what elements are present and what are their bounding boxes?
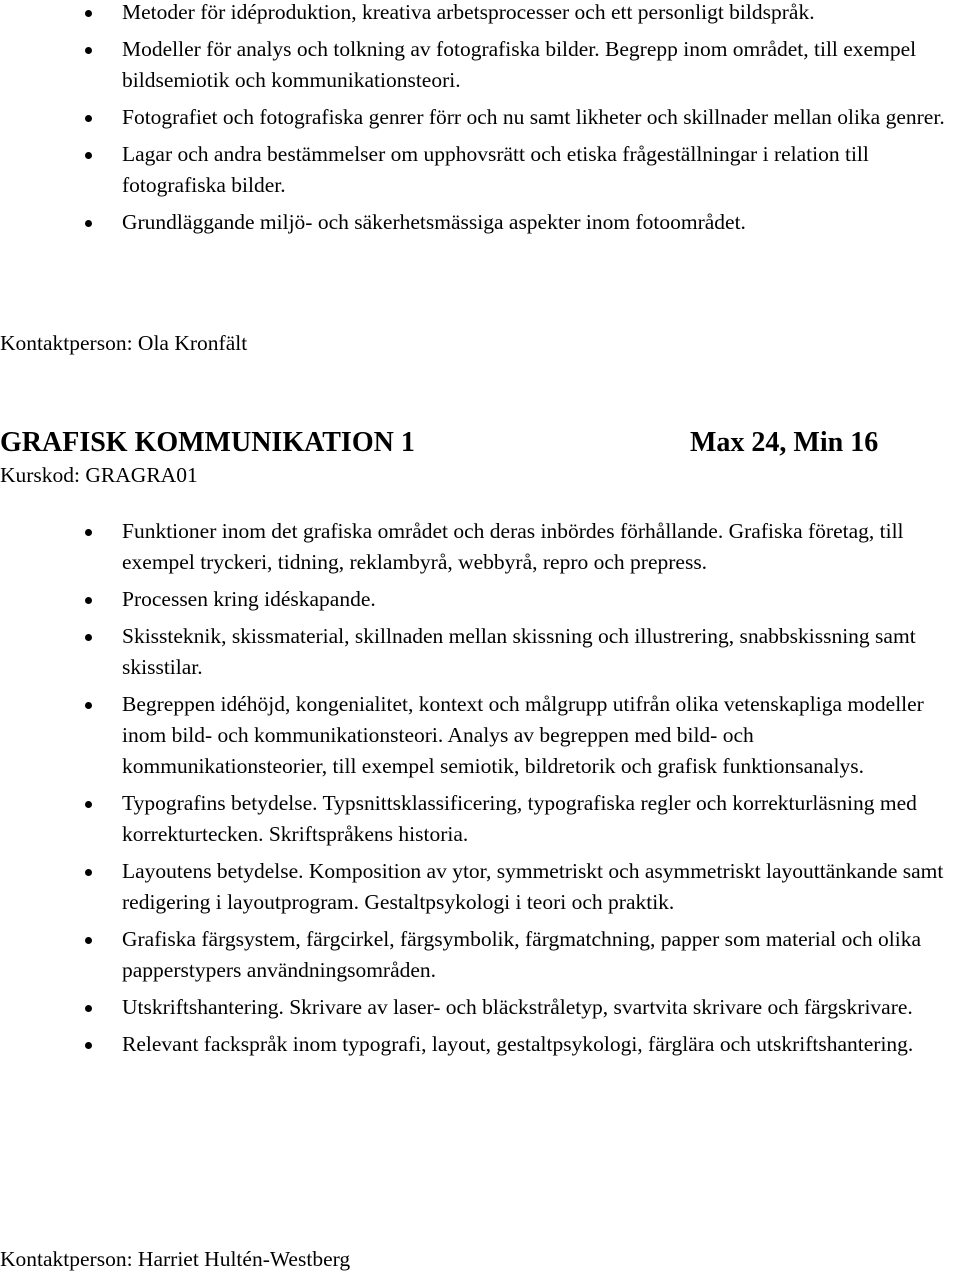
list-item-text: Funktioner inom det grafiska området och deras inbördes förhållande. Grafiska företag, till exempel tryckeri, tidning, reklambyrå, webbyrå, repro och prepress. bbox=[122, 519, 904, 574]
course-heading bbox=[0, 425, 960, 461]
bullet-icon bbox=[85, 597, 92, 604]
course-code: Kurskod: GRAGRA01 bbox=[0, 463, 198, 487]
bullet-icon bbox=[85, 937, 92, 944]
bullet-icon bbox=[85, 801, 92, 808]
list-item-text: Relevant fackspråk inom typografi, layout, gestaltpsykologi, färglära och utskriftshantering. bbox=[122, 1032, 914, 1056]
list-item bbox=[0, 621, 960, 683]
course-content-list-graphic bbox=[0, 516, 960, 1066]
contact-person: Kontaktperson: Harriet Hultén-Westberg bbox=[0, 1247, 351, 1271]
bullet-icon bbox=[85, 115, 92, 122]
list-item bbox=[0, 584, 960, 615]
list-item bbox=[0, 34, 960, 96]
list-item bbox=[0, 992, 960, 1023]
list-item-text: Utskriftshantering. Skrivare av laser- och bläckstråletyp, svartvita skrivare och färgskrivare. bbox=[122, 995, 913, 1019]
list-item bbox=[0, 207, 960, 238]
bullet-icon bbox=[85, 152, 92, 159]
list-item bbox=[0, 139, 960, 201]
list-item-text: Begreppen idéhöjd, kongenialitet, kontext och målgrupp utifrån olika vetenskapliga modeller inom bild- och kommunikationsteori. Analys av begreppen med bild- och kommunikationsteorier, till exempel semiotik, bildretorik och grafisk funktionsanalys. bbox=[122, 692, 924, 778]
bullet-icon bbox=[85, 47, 92, 54]
list-item-text: Grafiska färgsystem, färgcirkel, färgsymbolik, färgmatchning, papper som material och olika papperstypers användningsområden. bbox=[122, 927, 922, 982]
list-item bbox=[0, 1029, 960, 1060]
list-item-text: Metoder för idéproduktion, kreativa arbetsprocesser och ett personligt bildspråk. bbox=[122, 0, 815, 24]
list-item bbox=[0, 924, 960, 986]
list-item-text: Layoutens betydelse. Komposition av ytor, symmetriskt och asymmetriskt layouttänkande samt redigering i layoutprogram. Gestaltpsykologi i teori och praktik. bbox=[122, 859, 944, 914]
list-item bbox=[0, 856, 960, 918]
bullet-icon bbox=[85, 1005, 92, 1012]
list-item-text: Typografins betydelse. Typsnittsklassificering, typografiska regler och korrekturläsning med korrekturtecken. Skriftspråkens historia. bbox=[122, 791, 917, 846]
list-item-text: Fotografiet och fotografiska genrer förr och nu samt likheter och skillnader mellan olika genrer. bbox=[122, 105, 945, 129]
course-content-list-photo bbox=[0, 0, 960, 244]
bullet-icon bbox=[85, 634, 92, 641]
list-item-text: Modeller för analys och tolkning av fotografiska bilder. Begrepp inom området, till exempel bildsemiotik och kommunikationsteori. bbox=[122, 37, 917, 92]
list-item-text: Skissteknik, skissmaterial, skillnaden mellan skissning och illustrering, snabbskissning samt skisstilar. bbox=[122, 624, 916, 679]
list-item bbox=[0, 516, 960, 578]
list-item-text: Processen kring idéskapande. bbox=[122, 587, 376, 611]
contact-person: Kontaktperson: Ola Kronfält bbox=[0, 331, 248, 355]
course-limits: Max 24, Min 16 bbox=[690, 427, 879, 458]
bullet-icon bbox=[85, 10, 92, 17]
list-item bbox=[0, 102, 960, 133]
bullet-icon bbox=[85, 220, 92, 227]
bullet-icon bbox=[85, 1042, 92, 1049]
bullet-icon bbox=[85, 529, 92, 536]
list-item-text: Lagar och andra bestämmelser om upphovsrätt och etiska frågeställningar i relation till fotografiska bilder. bbox=[122, 142, 869, 197]
bullet-icon bbox=[85, 869, 92, 876]
bullet-icon bbox=[85, 702, 92, 709]
course-title: GRAFISK KOMMUNIKATION 1 bbox=[0, 427, 415, 458]
list-item bbox=[0, 0, 960, 28]
list-item bbox=[0, 788, 960, 850]
list-item-text: Grundläggande miljö- och säkerhetsmässiga aspekter inom fotoområdet. bbox=[122, 210, 746, 234]
list-item bbox=[0, 689, 960, 782]
